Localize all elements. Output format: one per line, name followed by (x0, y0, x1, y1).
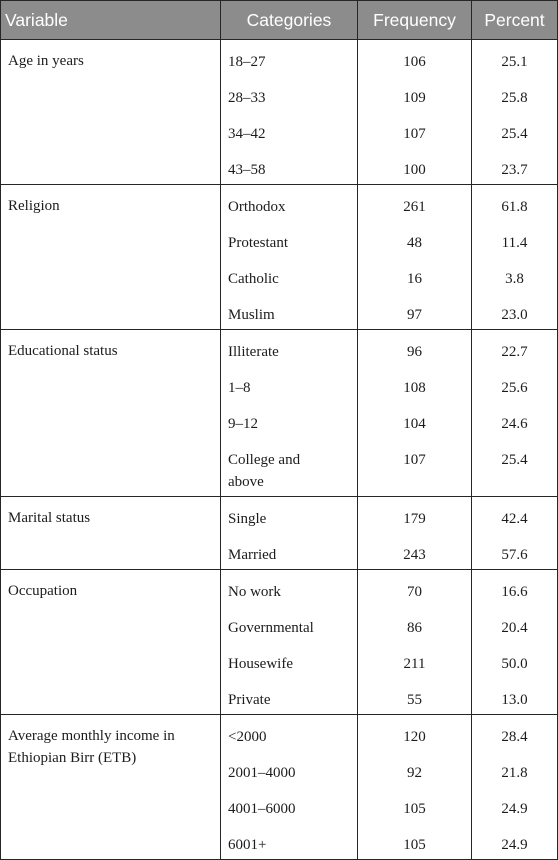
header-categories: Categories (221, 1, 358, 40)
variable-label: Religion (8, 198, 60, 214)
frequency-cell (358, 257, 472, 293)
percent-value: 25.4 (501, 452, 528, 468)
percent-value: 25.1 (501, 54, 528, 70)
percent-value: 16.6 (501, 584, 528, 600)
category-cell (221, 678, 358, 715)
percent-value: 3.8 (505, 271, 524, 287)
percent-cell (472, 642, 558, 678)
frequency-value: 105 (403, 801, 426, 817)
percent-value: 21.8 (501, 765, 528, 781)
category-cell (221, 751, 358, 787)
category-label: College and above (228, 452, 301, 490)
frequency-value: 243 (403, 547, 426, 563)
percent-value: 57.6 (501, 547, 528, 563)
frequency-value: 100 (403, 162, 426, 178)
variable-label: Educational status (8, 343, 118, 359)
percent-value: 24.9 (501, 801, 528, 817)
frequency-value: 97 (407, 307, 422, 323)
category-label: Catholic (228, 271, 279, 287)
frequency-value: 55 (407, 692, 422, 708)
table-row (1, 40, 558, 77)
header-variable: Variable (1, 1, 221, 40)
percent-cell (472, 497, 558, 534)
frequency-value: 92 (407, 765, 422, 781)
percent-cell (472, 257, 558, 293)
frequency-cell (358, 751, 472, 787)
frequency-value: 106 (403, 54, 426, 70)
category-cell (221, 293, 358, 330)
variable-cell (1, 40, 221, 185)
category-label: Orthodox (228, 199, 286, 215)
category-cell (221, 402, 358, 438)
frequency-cell (358, 438, 472, 497)
frequency-cell (358, 497, 472, 534)
frequency-value: 120 (403, 729, 426, 745)
percent-cell (472, 751, 558, 787)
category-label: 9–12 (228, 416, 258, 432)
category-label: 43–58 (228, 162, 266, 178)
percent-value: 25.8 (501, 90, 528, 106)
category-label: Housewife (228, 656, 293, 672)
variable-cell (1, 715, 221, 860)
frequency-cell (358, 148, 472, 185)
frequency-value: 107 (403, 452, 426, 468)
percent-cell (472, 76, 558, 112)
variable-cell (1, 330, 221, 497)
header-percent: Percent (472, 1, 558, 40)
frequency-cell (358, 606, 472, 642)
table-row (1, 497, 558, 534)
frequency-value: 109 (403, 90, 426, 106)
category-label: Governmental (228, 620, 314, 636)
variable-label: Occupation (8, 583, 78, 599)
header-frequency: Frequency (358, 1, 472, 40)
percent-value: 13.0 (501, 692, 528, 708)
variable-cell (1, 497, 221, 570)
percent-cell (472, 570, 558, 607)
percent-value: 25.6 (501, 380, 528, 396)
category-cell (221, 148, 358, 185)
frequency-cell (358, 330, 472, 367)
percent-cell (472, 366, 558, 402)
percent-value: 50.0 (501, 656, 528, 672)
table-row (1, 570, 558, 607)
frequency-cell (358, 40, 472, 77)
category-cell (221, 76, 358, 112)
table-row (1, 715, 558, 752)
category-label: 34–42 (228, 126, 266, 142)
category-label: 2001–4000 (228, 765, 296, 781)
category-cell (221, 221, 358, 257)
percent-cell (472, 221, 558, 257)
frequency-cell (358, 221, 472, 257)
category-label: Illiterate (228, 344, 279, 360)
table-row (1, 185, 558, 222)
percent-cell (472, 606, 558, 642)
frequency-cell (358, 787, 472, 823)
percent-value: 20.4 (501, 620, 528, 636)
percent-cell (472, 185, 558, 222)
percent-cell (472, 40, 558, 77)
frequency-value: 16 (407, 271, 422, 287)
frequency-value: 105 (403, 837, 426, 853)
percent-value: 23.0 (501, 307, 528, 323)
variable-label: Average monthly income in Ethiopian Birr (ETB) (8, 728, 175, 766)
percent-value: 11.4 (501, 235, 528, 251)
category-label: Protestant (228, 235, 288, 251)
percent-value: 24.6 (501, 416, 528, 432)
percent-cell (472, 438, 558, 497)
percent-value: 61.8 (501, 199, 528, 215)
frequency-cell (358, 642, 472, 678)
category-cell (221, 533, 358, 570)
frequency-value: 86 (407, 620, 422, 636)
frequency-cell (358, 678, 472, 715)
category-cell (221, 497, 358, 534)
frequency-cell (358, 112, 472, 148)
frequency-cell (358, 76, 472, 112)
percent-value: 23.7 (501, 162, 528, 178)
category-label: Single (228, 511, 267, 527)
category-label: <2000 (228, 729, 267, 745)
category-cell (221, 787, 358, 823)
percent-value: 25.4 (501, 126, 528, 142)
frequency-cell (358, 366, 472, 402)
category-label: 28–33 (228, 90, 266, 106)
frequency-value: 96 (407, 344, 422, 360)
category-cell (221, 606, 358, 642)
category-cell (221, 642, 358, 678)
category-label: Married (228, 547, 277, 563)
percent-cell (472, 715, 558, 752)
frequency-cell (358, 293, 472, 330)
frequency-value: 211 (403, 656, 426, 672)
category-label: 1–8 (228, 380, 251, 396)
frequency-value: 179 (403, 511, 426, 527)
percent-cell (472, 823, 558, 860)
category-label: 4001–6000 (228, 801, 296, 817)
category-cell (221, 257, 358, 293)
variable-cell (1, 185, 221, 330)
frequency-cell (358, 570, 472, 607)
variable-cell (1, 570, 221, 715)
variable-label: Age in years (8, 53, 84, 69)
percent-value: 42.4 (501, 511, 528, 527)
percent-cell (472, 402, 558, 438)
table-row (1, 330, 558, 367)
percent-cell (472, 293, 558, 330)
percent-cell (472, 330, 558, 367)
frequency-value: 48 (407, 235, 422, 251)
frequency-cell (358, 402, 472, 438)
table-body (1, 40, 558, 860)
frequency-value: 261 (403, 199, 426, 215)
percent-cell (472, 148, 558, 185)
category-cell (221, 112, 358, 148)
percent-value: 28.4 (501, 729, 528, 745)
category-cell (221, 438, 358, 497)
frequency-cell (358, 823, 472, 860)
frequency-value: 107 (403, 126, 426, 142)
category-cell (221, 570, 358, 607)
percent-cell (472, 678, 558, 715)
category-cell (221, 823, 358, 860)
percent-cell (472, 112, 558, 148)
frequency-cell (358, 185, 472, 222)
variable-label: Marital status (8, 510, 91, 526)
percent-value: 22.7 (501, 344, 528, 360)
category-label: No work (228, 584, 281, 600)
category-cell (221, 40, 358, 77)
category-cell (221, 715, 358, 752)
category-label: Muslim (228, 307, 275, 323)
frequency-value: 108 (403, 380, 426, 396)
header-row (1, 1, 558, 40)
category-cell (221, 185, 358, 222)
frequency-value: 104 (403, 416, 426, 432)
category-cell (221, 330, 358, 367)
percent-value: 24.9 (501, 837, 528, 853)
frequency-cell (358, 533, 472, 570)
frequency-cell (358, 715, 472, 752)
category-label: Private (228, 692, 271, 708)
frequency-value: 70 (407, 584, 422, 600)
percent-cell (472, 787, 558, 823)
category-label: 18–27 (228, 54, 266, 70)
percent-cell (472, 533, 558, 570)
category-label: 6001+ (228, 837, 267, 853)
category-cell (221, 366, 358, 402)
